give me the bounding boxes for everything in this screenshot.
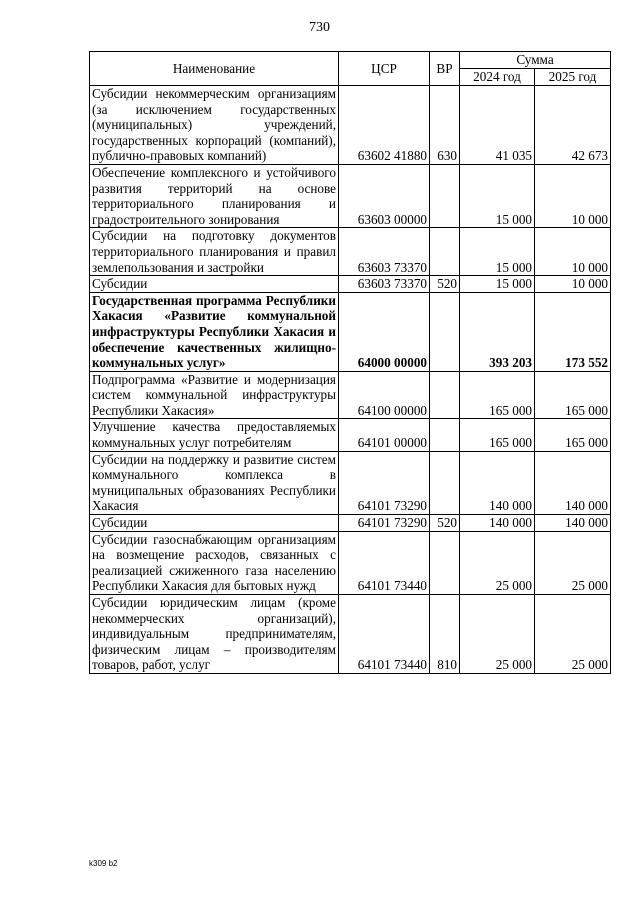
row-amount-2024: 165 000	[460, 371, 535, 419]
row-vr: 810	[430, 595, 460, 674]
budget-table	[89, 51, 611, 674]
row-vr	[430, 164, 460, 227]
table-row	[90, 515, 611, 532]
row-amount-2025: 25 000	[535, 595, 611, 674]
row-vr	[430, 228, 460, 276]
row-amount-2024: 15 000	[460, 164, 535, 227]
table-row	[90, 531, 611, 594]
row-name: Подпрограмма «Развитие и модернизация систем коммунальной инфраструктуры Республики Хакасия»	[90, 371, 339, 419]
row-amount-2024: 140 000	[460, 515, 535, 532]
row-amount-2025: 165 000	[535, 371, 611, 419]
page-number: 730	[309, 20, 330, 35]
row-csr: 64000 00000	[339, 292, 430, 371]
row-amount-2025: 42 673	[535, 86, 611, 165]
row-vr	[430, 419, 460, 451]
row-name: Субсидии	[90, 276, 339, 293]
row-name: Субсидии на подготовку документов территориального планирования и правил землепользования и застройки	[90, 228, 339, 276]
row-csr: 63603 00000	[339, 164, 430, 227]
header-vr: ВР	[430, 52, 460, 86]
header-year-2025: 2025 год	[535, 69, 611, 86]
row-csr: 64101 73290	[339, 451, 430, 514]
row-csr: 63602 41880	[339, 86, 430, 165]
row-csr: 63603 73370	[339, 276, 430, 293]
row-amount-2024: 25 000	[460, 531, 535, 594]
table-row	[90, 276, 611, 293]
header-sum: Сумма	[460, 52, 611, 69]
row-csr: 64101 00000	[339, 419, 430, 451]
row-amount-2025: 140 000	[535, 515, 611, 532]
row-amount-2024: 25 000	[460, 595, 535, 674]
table-row	[90, 86, 611, 165]
row-amount-2025: 25 000	[535, 531, 611, 594]
table-row	[90, 595, 611, 674]
table-row	[90, 228, 611, 276]
row-csr: 64101 73440	[339, 531, 430, 594]
row-vr: 520	[430, 276, 460, 293]
row-name: Субсидии	[90, 515, 339, 532]
header-name: Наименование	[90, 52, 339, 86]
row-amount-2025: 173 552	[535, 292, 611, 371]
row-vr: 630	[430, 86, 460, 165]
row-name: Субсидии некоммерческим организациям (за исключением государственных (муниципальных) учреждений, государственных корпораций (компаний), публично-правовых компаний)	[90, 86, 339, 165]
row-csr: 64101 73440	[339, 595, 430, 674]
table-row	[90, 451, 611, 514]
row-amount-2024: 15 000	[460, 228, 535, 276]
row-amount-2025: 10 000	[535, 228, 611, 276]
row-amount-2024: 393 203	[460, 292, 535, 371]
row-amount-2025: 10 000	[535, 276, 611, 293]
row-name: Улучшение качества предоставляемых коммунальных услуг потребителям	[90, 419, 339, 451]
row-csr: 64100 00000	[339, 371, 430, 419]
row-amount-2024: 41 035	[460, 86, 535, 165]
row-csr: 64101 73290	[339, 515, 430, 532]
row-amount-2024: 140 000	[460, 451, 535, 514]
row-vr	[430, 292, 460, 371]
row-name: Субсидии газоснабжающим организациям на возмещение расходов, связанных с реализацией сжиженного газа населению Республики Хакасия для бытовых нужд	[90, 531, 339, 594]
header-csr: ЦСР	[339, 52, 430, 86]
footer-code: k309 b2	[89, 859, 118, 868]
row-csr: 63603 73370	[339, 228, 430, 276]
row-amount-2024: 165 000	[460, 419, 535, 451]
row-name: Субсидии на поддержку и развитие систем коммунального комплекса в муниципальных образованиях Республики Хакасия	[90, 451, 339, 514]
row-name: Государственная программа Республики Хакасия «Развитие коммунальной инфраструктуры Республики Хакасия и обеспечение качественных жилищно-коммунальных услуг»	[90, 292, 339, 371]
table-row	[90, 292, 611, 371]
row-vr	[430, 451, 460, 514]
table-row	[90, 164, 611, 227]
row-amount-2025: 140 000	[535, 451, 611, 514]
row-vr: 520	[430, 515, 460, 532]
row-name: Субсидии юридическим лицам (кроме некоммерческих организаций), индивидуальным предпринимателям, физическим лицам – производителям товаров, работ, услуг	[90, 595, 339, 674]
table-row	[90, 419, 611, 451]
row-name: Обеспечение комплексного и устойчивого развития территорий на основе территориального планирования и градостроительного зонирования	[90, 164, 339, 227]
table-row	[90, 371, 611, 419]
row-vr	[430, 371, 460, 419]
row-amount-2025: 10 000	[535, 164, 611, 227]
row-amount-2024: 15 000	[460, 276, 535, 293]
row-vr	[430, 531, 460, 594]
table-body	[90, 86, 611, 674]
row-amount-2025: 165 000	[535, 419, 611, 451]
header-year-2024: 2024 год	[460, 69, 535, 86]
